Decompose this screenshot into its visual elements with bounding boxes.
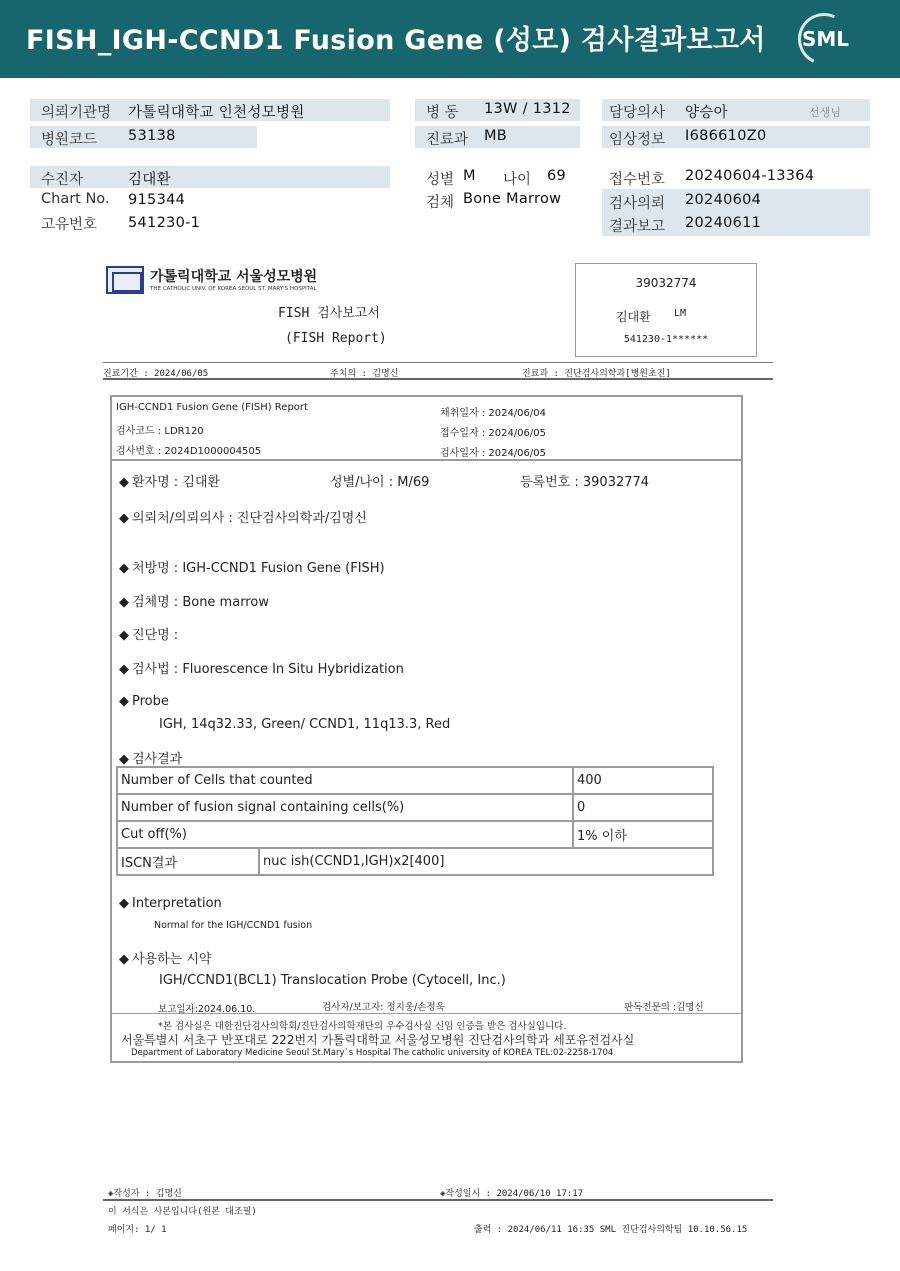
receipt-value: 20240604-13364 [685, 168, 815, 184]
reagent-text: IGH/CCND1(BCL1) Translocation Probe (Cytocell, Inc.) [159, 973, 506, 988]
result-report-value: 20240611 [685, 215, 762, 231]
hospital-code-label: 병원코드 [41, 132, 98, 148]
department: 진료과 : 진단검사의학과[병원초진] [522, 369, 671, 379]
diamond-icon: ◆ [119, 694, 129, 709]
sml-logo [798, 13, 852, 65]
result-value-cell: 0 [573, 794, 713, 821]
diamond-icon: ◆ [119, 662, 129, 677]
diamond-icon: ◆ [119, 475, 129, 490]
diamond-icon: ◆ [119, 896, 129, 911]
institution-value: 가톨릭대학교 인천성모병원 [128, 105, 305, 121]
results-title: ◆ 검사결과 [119, 752, 183, 767]
institution-label: 의뢰기관명 [41, 105, 112, 121]
doctor-label: 담당의사 [609, 105, 666, 121]
report-title: FISH_IGH-CCND1 Fusion Gene (성모) 검사결과보고서 [26, 25, 766, 56]
exam-date: 검사일자 : 2024/06/05 [440, 448, 547, 459]
patient-value: 김대환 [128, 172, 171, 188]
test-number: 검사번호 : 2024D1000004505 [116, 446, 262, 457]
reg-no-line: 등록번호 : 39032774 [520, 475, 650, 490]
patient-row-bg [30, 166, 390, 188]
hospital-logo-icon [106, 266, 144, 294]
result-label-cell: Number of fusion signal containing cells(%) [117, 794, 573, 821]
receive-date: 접수일자 : 2024/06/05 [440, 428, 547, 439]
doctor-value: 양승아 [685, 105, 728, 121]
request-label: 검사의뢰 [609, 196, 666, 212]
prescription-line: ◆ 처방명 : IGH-CCND1 Fusion Gene (FISH) [119, 561, 385, 576]
receipt-label: 접수번호 [609, 172, 666, 188]
diamond-icon: ◆ [119, 595, 129, 610]
diamond-icon: ◆ [119, 561, 129, 576]
id-name: 김대환 [616, 310, 651, 324]
unique-label: 고유번호 [41, 217, 98, 233]
frame-divider [112, 459, 741, 461]
sex-value: M [463, 168, 476, 184]
diamond-icon: ◆ [119, 752, 129, 767]
visit-date: 진료기간 : 2024/06/05 [103, 369, 209, 379]
report-date: 보고일자:2024.06.10. [158, 1004, 256, 1015]
diagnosis-line: ◆ 진단명 : [119, 628, 179, 643]
test-code: 검사코드 : LDR120 [116, 426, 204, 437]
result-report-label: 결과보고 [609, 219, 666, 235]
table-row [117, 794, 713, 821]
page-number: 페이지: 1/ 1 [108, 1225, 167, 1235]
dept-label: 진료과 [426, 132, 469, 148]
reader: 판독전문의 :김명신 [624, 1002, 704, 1013]
id-sex-age: LM [674, 308, 687, 319]
logo-text: SML [802, 27, 850, 51]
divider-top [103, 362, 773, 363]
result-value-cell: 1% 이하 [573, 821, 713, 848]
result-label-cell: Number of Cells that counted [117, 767, 573, 794]
interpretation-title: ◆ Interpretation [119, 896, 222, 911]
divider-mid [103, 378, 773, 380]
age-value: 69 [547, 168, 567, 184]
table-row [117, 848, 713, 875]
result-label-cell: Cut off(%) [117, 821, 573, 848]
address-en: Department of Laboratory Medicine Seoul St.Mary`s Hospital The catholic university of KOREA TEL:02-2258-1704 [131, 1048, 614, 1058]
dept-value: MB [484, 128, 508, 144]
cert-note: *본 검사실은 대한진단검사의학회/진단검사의학재단의 우수검사실 신임 인증을 받은 검사실입니다. [158, 1021, 567, 1032]
ward-label: 병 동 [426, 105, 459, 121]
probe-title: ◆ Probe [119, 694, 169, 709]
collect-date: 채취일자 : 2024/06/04 [440, 408, 547, 419]
patient-id-box [575, 263, 757, 357]
written-date: ◈작성일시 : 2024/06/10 17:17 [440, 1189, 584, 1199]
hospital-name: 가톨릭대학교 서울성모병원 [150, 269, 318, 285]
header-bar [0, 0, 900, 78]
fish-report-title: FISH 검사보고서 [278, 306, 380, 321]
specimen-line: ◆ 검체명 : Bone marrow [119, 595, 269, 610]
clinical-label: 임상정보 [609, 132, 666, 148]
iscn-value-cell: nuc ish(CCND1,IGH)x2[400] [259, 848, 713, 875]
probe-detail: IGH, 14q32.33, Green/ CCND1, 11q13.3, Red [159, 717, 451, 732]
chart-value: 915344 [128, 192, 186, 208]
result-value-cell: 400 [573, 767, 713, 794]
printed-info: 출력 : 2024/06/11 16:35 SML 진단검사의학팀 10.10.56.15 [474, 1225, 748, 1235]
report-frame [110, 395, 743, 1063]
id-rrn: 541230-1****** [623, 334, 709, 345]
specimen-value: Bone Marrow [463, 191, 562, 207]
footer-divider [112, 1013, 741, 1014]
hospital-code-value: 53138 [128, 128, 176, 144]
ward-value: 13W / 1312 [484, 101, 571, 117]
author: ◈작성자 : 김명신 [108, 1189, 182, 1199]
referrer-line: ◆ 의뢰처/의뢰의사 : 진단검사의학과/김명신 [119, 511, 367, 526]
footer-line [103, 1199, 773, 1201]
method-line: ◆ 검사법 : Fluorescence In Situ Hybridization [119, 662, 404, 677]
diamond-icon: ◆ [119, 952, 129, 967]
sex-age-line: 성별/나이 : M/69 [330, 475, 430, 490]
doctor-suffix: 선생님 [809, 106, 841, 119]
diamond-icon: ◆ [119, 511, 129, 526]
table-row [117, 821, 713, 848]
clinical-value: I686610Z0 [685, 128, 767, 144]
interpretation-text: Normal for the IGH/CCND1 fusion [154, 920, 313, 931]
fish-report-page [100, 258, 780, 1258]
id-number: 39032774 [635, 276, 697, 290]
iscn-label-cell: ISCN결과 [117, 848, 259, 875]
chart-label: Chart No. [41, 191, 110, 207]
hospital-eng-name: THE CATHOLIC UNIV. OF KOREA SEOUL ST. MARY'S HOSPITAL [150, 286, 317, 292]
address-kr: 서울특별시 서초구 반포대로 222번지 가톨릭대학교 서울성모병원 진단검사의학과 세포유전검사실 [121, 1033, 635, 1047]
request-value: 20240604 [685, 192, 762, 208]
test-name: IGH-CCND1 Fusion Gene (FISH) Report [116, 402, 308, 413]
table-row [117, 767, 713, 794]
sex-label: 성별 [426, 172, 455, 188]
copy-note: 이 서식은 사본입니다(원본 대조필) [108, 1207, 257, 1217]
attending-doctor: 주치의 : 김명신 [330, 369, 399, 379]
results-table [116, 766, 714, 876]
fish-report-subtitle: (FISH Report) [285, 331, 387, 346]
diamond-icon: ◆ [119, 628, 129, 643]
patient-label: 수진자 [41, 172, 84, 188]
patient-name-line: ◆ 환자명 : 김대환 [119, 475, 220, 490]
examiner: 검사자/보고자: 정지웅/손정욱 [322, 1002, 445, 1013]
age-label: 나이 [503, 172, 532, 188]
specimen-label: 검체 [426, 195, 455, 211]
unique-value: 541230-1 [128, 215, 201, 231]
reagent-title: ◆ 사용하는 시약 [119, 952, 212, 967]
